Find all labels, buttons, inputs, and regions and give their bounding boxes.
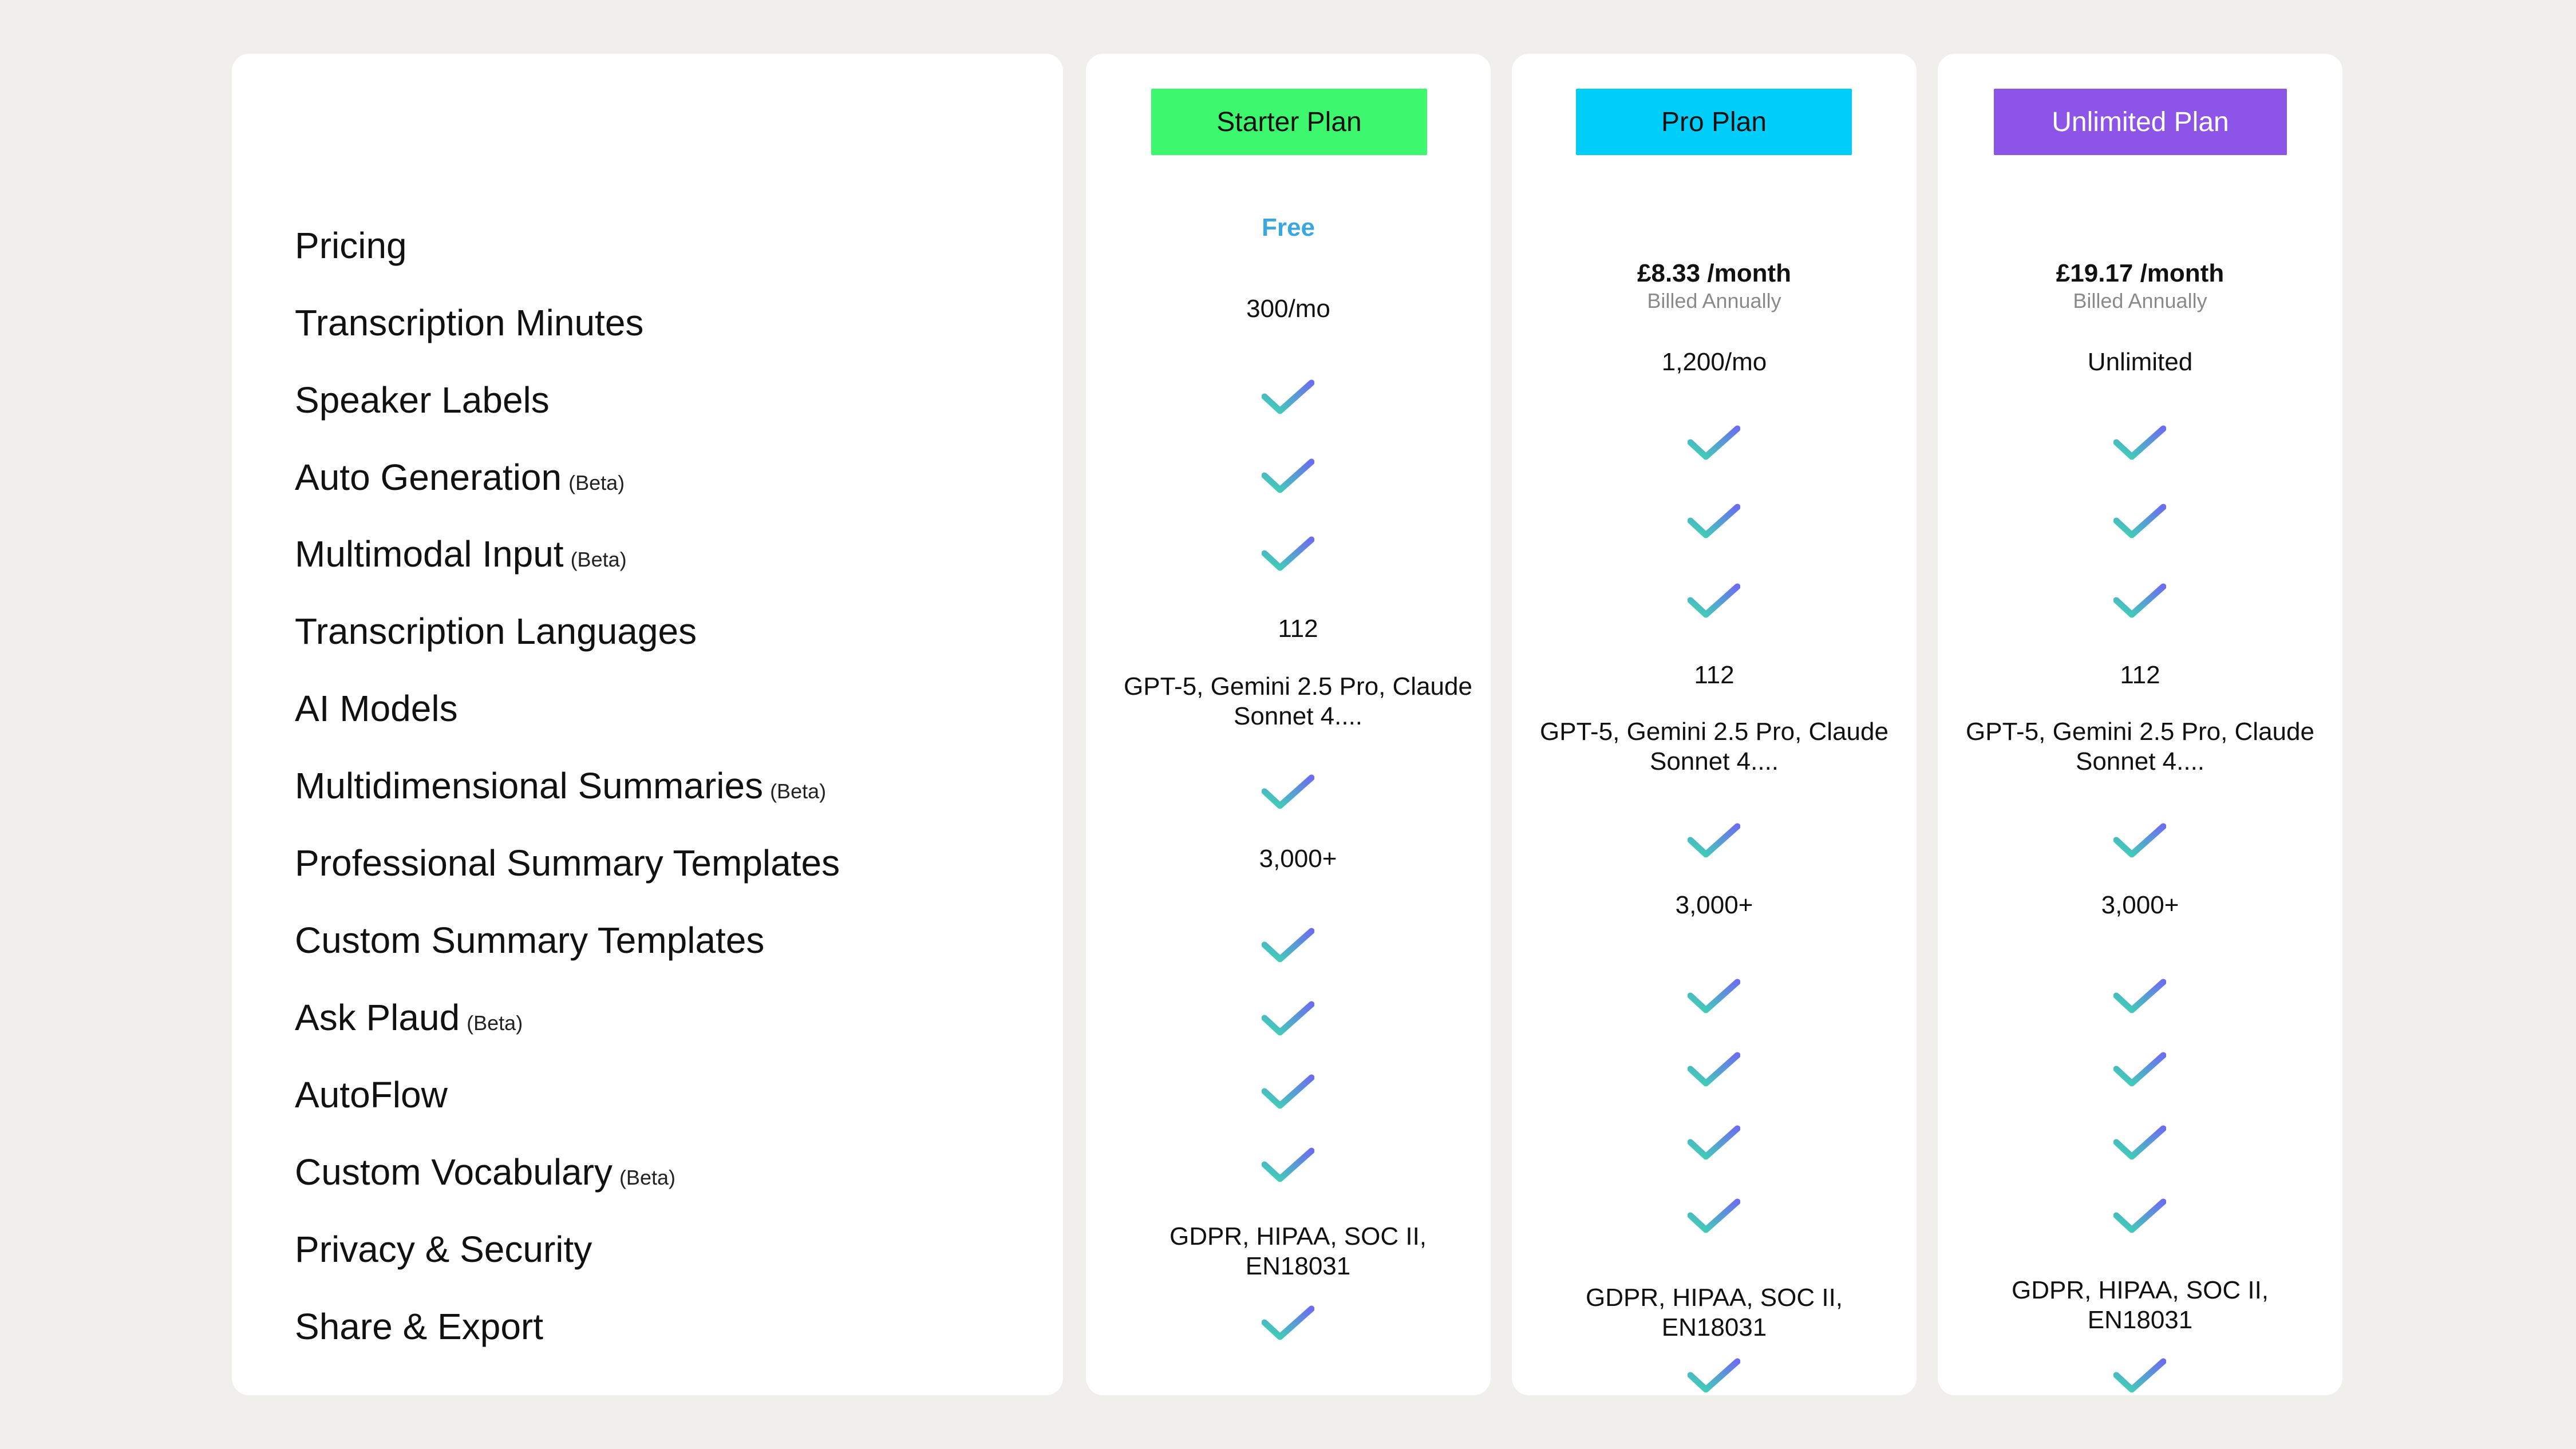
checkmark-icon: [1262, 1074, 1314, 1110]
feature-ai-models: [295, 687, 465, 730]
checkmark-icon: [1688, 1052, 1740, 1087]
feature-transcription-minutes: [295, 302, 650, 344]
starter-languages: 112: [1278, 615, 1318, 643]
checkmark-icon: [1262, 774, 1314, 810]
checkmark-icon: [1688, 504, 1740, 539]
checkmark-icon: [1688, 823, 1740, 858]
starter-plan-column: [1086, 54, 1491, 1395]
feature-multimodal-input: [295, 533, 627, 575]
checkmark-icon: [1262, 458, 1314, 494]
feature-label: Pricing: [295, 225, 407, 266]
checkmark-icon: [2113, 504, 2166, 539]
beta-tag: (Beta): [619, 1166, 675, 1189]
pro-languages: 112: [1694, 661, 1735, 689]
checkmark-icon: [2113, 583, 2166, 619]
starter-privacy: GDPR, HIPAA, SOC II, EN18031: [1169, 1222, 1427, 1280]
feature-label: Custom Vocabulary: [295, 1151, 613, 1193]
feature-share-export: [295, 1305, 550, 1348]
beta-tag: (Beta): [467, 1011, 523, 1035]
pro-billing: Billed Annually: [1647, 289, 1781, 312]
unlimited-price-block: [1938, 259, 2342, 314]
pro-privacy: GDPR, HIPAA, SOC II, EN18031: [1585, 1284, 1843, 1341]
checkmark-icon: [1688, 425, 1740, 461]
unlimited-price: £19.17 /month: [2056, 259, 2225, 287]
beta-tag: (Beta): [770, 779, 827, 803]
unlimited-privacy: GDPR, HIPAA, SOC II, EN18031: [2011, 1276, 2269, 1334]
feature-speaker-labels: [295, 379, 556, 421]
feature-transcription-languages: [295, 610, 704, 652]
feature-label: Multidimensional Summaries: [295, 765, 764, 806]
checkmark-icon: [2113, 823, 2166, 858]
starter-transcription-minutes: 300/mo: [1246, 295, 1330, 323]
feature-label: AI Models: [295, 688, 458, 729]
checkmark-icon: [1688, 979, 1740, 1014]
pro-transcription-minutes: 1,200/mo: [1661, 348, 1767, 376]
unlimited-billing: Billed Annually: [2073, 289, 2207, 312]
checkmark-icon: [2113, 1198, 2166, 1234]
starter-summary-templates: 3,000+: [1259, 845, 1337, 873]
starter-plan-button[interactable]: Starter Plan: [1151, 89, 1427, 155]
pro-summary-templates: 3,000+: [1675, 891, 1753, 919]
feature-label: AutoFlow: [295, 1074, 448, 1115]
features-card: [232, 54, 1063, 1395]
unlimited-languages: 112: [2120, 661, 2160, 689]
feature-professional-summary-templates: [295, 842, 847, 884]
checkmark-icon: [1262, 379, 1314, 415]
checkmark-icon: [2113, 1125, 2166, 1161]
pro-price-block: [1512, 259, 1917, 314]
checkmark-icon: [1688, 1198, 1740, 1234]
checkmark-icon: [1688, 583, 1740, 619]
starter-ai-models: GPT-5, Gemini 2.5 Pro, Claude Sonnet 4....: [1124, 672, 1472, 730]
feature-label: Privacy & Security: [295, 1229, 592, 1270]
starter-price: Free: [1262, 213, 1315, 242]
feature-pricing: [295, 224, 414, 267]
checkmark-icon: [1262, 1305, 1314, 1341]
feature-auto-generation: [295, 456, 625, 498]
feature-label: Share & Export: [295, 1306, 543, 1347]
feature-label: Transcription Minutes: [295, 302, 644, 343]
feature-autoflow: [295, 1074, 455, 1116]
checkmark-icon: [2113, 425, 2166, 461]
feature-privacy-security: [295, 1228, 599, 1270]
feature-label: Ask Plaud: [295, 997, 460, 1038]
unlimited-plan-button[interactable]: Unlimited Plan: [1994, 89, 2287, 155]
unlimited-ai-models: GPT-5, Gemini 2.5 Pro, Claude Sonnet 4....: [1966, 718, 2314, 775]
feature-multidimensional-summaries: [295, 765, 826, 807]
checkmark-icon: [1262, 1147, 1314, 1183]
feature-label: Custom Summary Templates: [295, 920, 765, 961]
checkmark-icon: [1688, 1125, 1740, 1161]
checkmark-icon: [2113, 1052, 2166, 1087]
checkmark-icon: [1262, 536, 1314, 572]
feature-label: Multimodal Input: [295, 533, 564, 575]
pro-plan-button[interactable]: Pro Plan: [1576, 89, 1852, 155]
feature-label: Speaker Labels: [295, 379, 550, 421]
pro-price: £8.33 /month: [1637, 259, 1791, 287]
pro-ai-models: GPT-5, Gemini 2.5 Pro, Claude Sonnet 4....: [1540, 718, 1888, 775]
feature-label: Auto Generation: [295, 457, 562, 498]
feature-custom-summary-templates: [295, 919, 771, 961]
pro-plan-column: [1512, 54, 1917, 1395]
beta-tag: (Beta): [570, 548, 627, 571]
unlimited-transcription-minutes: Unlimited: [2087, 348, 2193, 376]
checkmark-icon: [2113, 979, 2166, 1014]
checkmark-icon: [1688, 1358, 1740, 1393]
feature-label: Professional Summary Templates: [295, 842, 840, 884]
feature-ask-plaud: [295, 996, 523, 1039]
unlimited-plan-column: [1938, 54, 2342, 1395]
beta-tag: (Beta): [568, 471, 625, 494]
checkmark-icon: [1262, 1001, 1314, 1036]
checkmark-icon: [1262, 928, 1314, 963]
unlimited-summary-templates: 3,000+: [2101, 891, 2179, 919]
feature-label: Transcription Languages: [295, 611, 697, 652]
checkmark-icon: [2113, 1358, 2166, 1393]
feature-custom-vocabulary: [295, 1151, 675, 1193]
